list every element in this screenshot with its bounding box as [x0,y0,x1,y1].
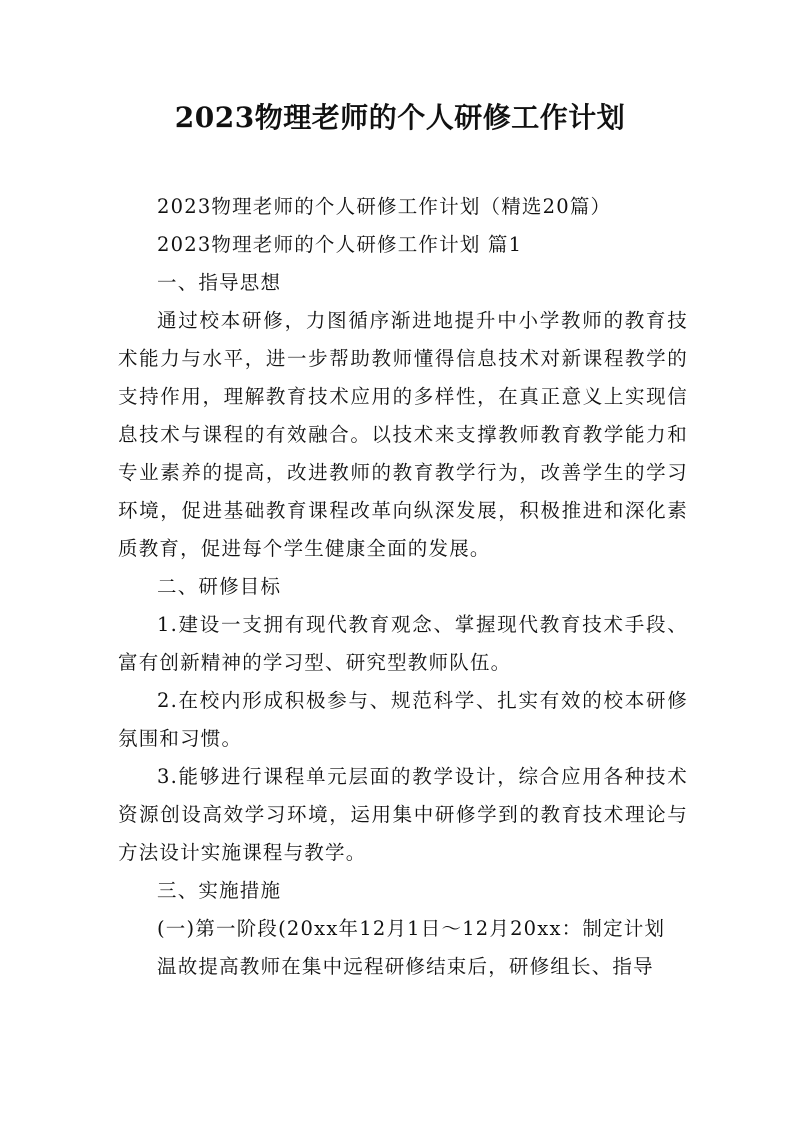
document-body [118,188,688,986]
goal-item-3: 3.能够进行课程单元层面的教学设计，综合应用各种技术资源创设高效学习环境，运用集中研修学到的教育技术理论与方法设计实施课程与教学。 [118,765,688,864]
document-title: 2023物理老师的个人研修工作计划 [174,101,626,134]
phase-one-heading: (一)第一阶段(20xx年12月1日～12月20xx：制定计划 [157,917,666,940]
heading-implementation-measures: 三、实施措施 [157,879,282,902]
paragraph-phase-one: 温故提高教师在集中远程研修结束后，研修组长、指导 [157,955,654,978]
heading-guiding-ideology: 一、指导思想 [157,271,282,294]
subtitle-collection: 2023物理老师的个人研修工作计划（精选20篇） [157,195,612,218]
paragraph-guiding-ideology: 通过校本研修，力图循序渐进地提升中小学教师的教育技术能力与水平，进一步帮助教师懂得信息技术对新课程教学的支持作用，理解教育技术应用的多样性，在真正意义上实现信息技术与课程的有效融合。以技术来支撑教师教育教学能力和专业素养的提高，改进教师的教育教学行为，改善学生的学习环境，促进基础教育课程改革向纵深发展，积极推进和深化素质教育，促进每个学生健康全面的发展。 [118,309,688,560]
heading-training-goals: 二、研修目标 [157,575,282,598]
section-heading-article-1: 2023物理老师的个人研修工作计划 篇1 [157,233,523,256]
goal-item-2: 2.在校内形成积极参与、规范科学、扎实有效的校本研修氛围和习惯。 [118,689,688,750]
goal-item-1: 1.建设一支拥有现代教育观念、掌握现代教育技术手段、富有创新精神的学习型、研究型教师队伍。 [118,613,688,674]
